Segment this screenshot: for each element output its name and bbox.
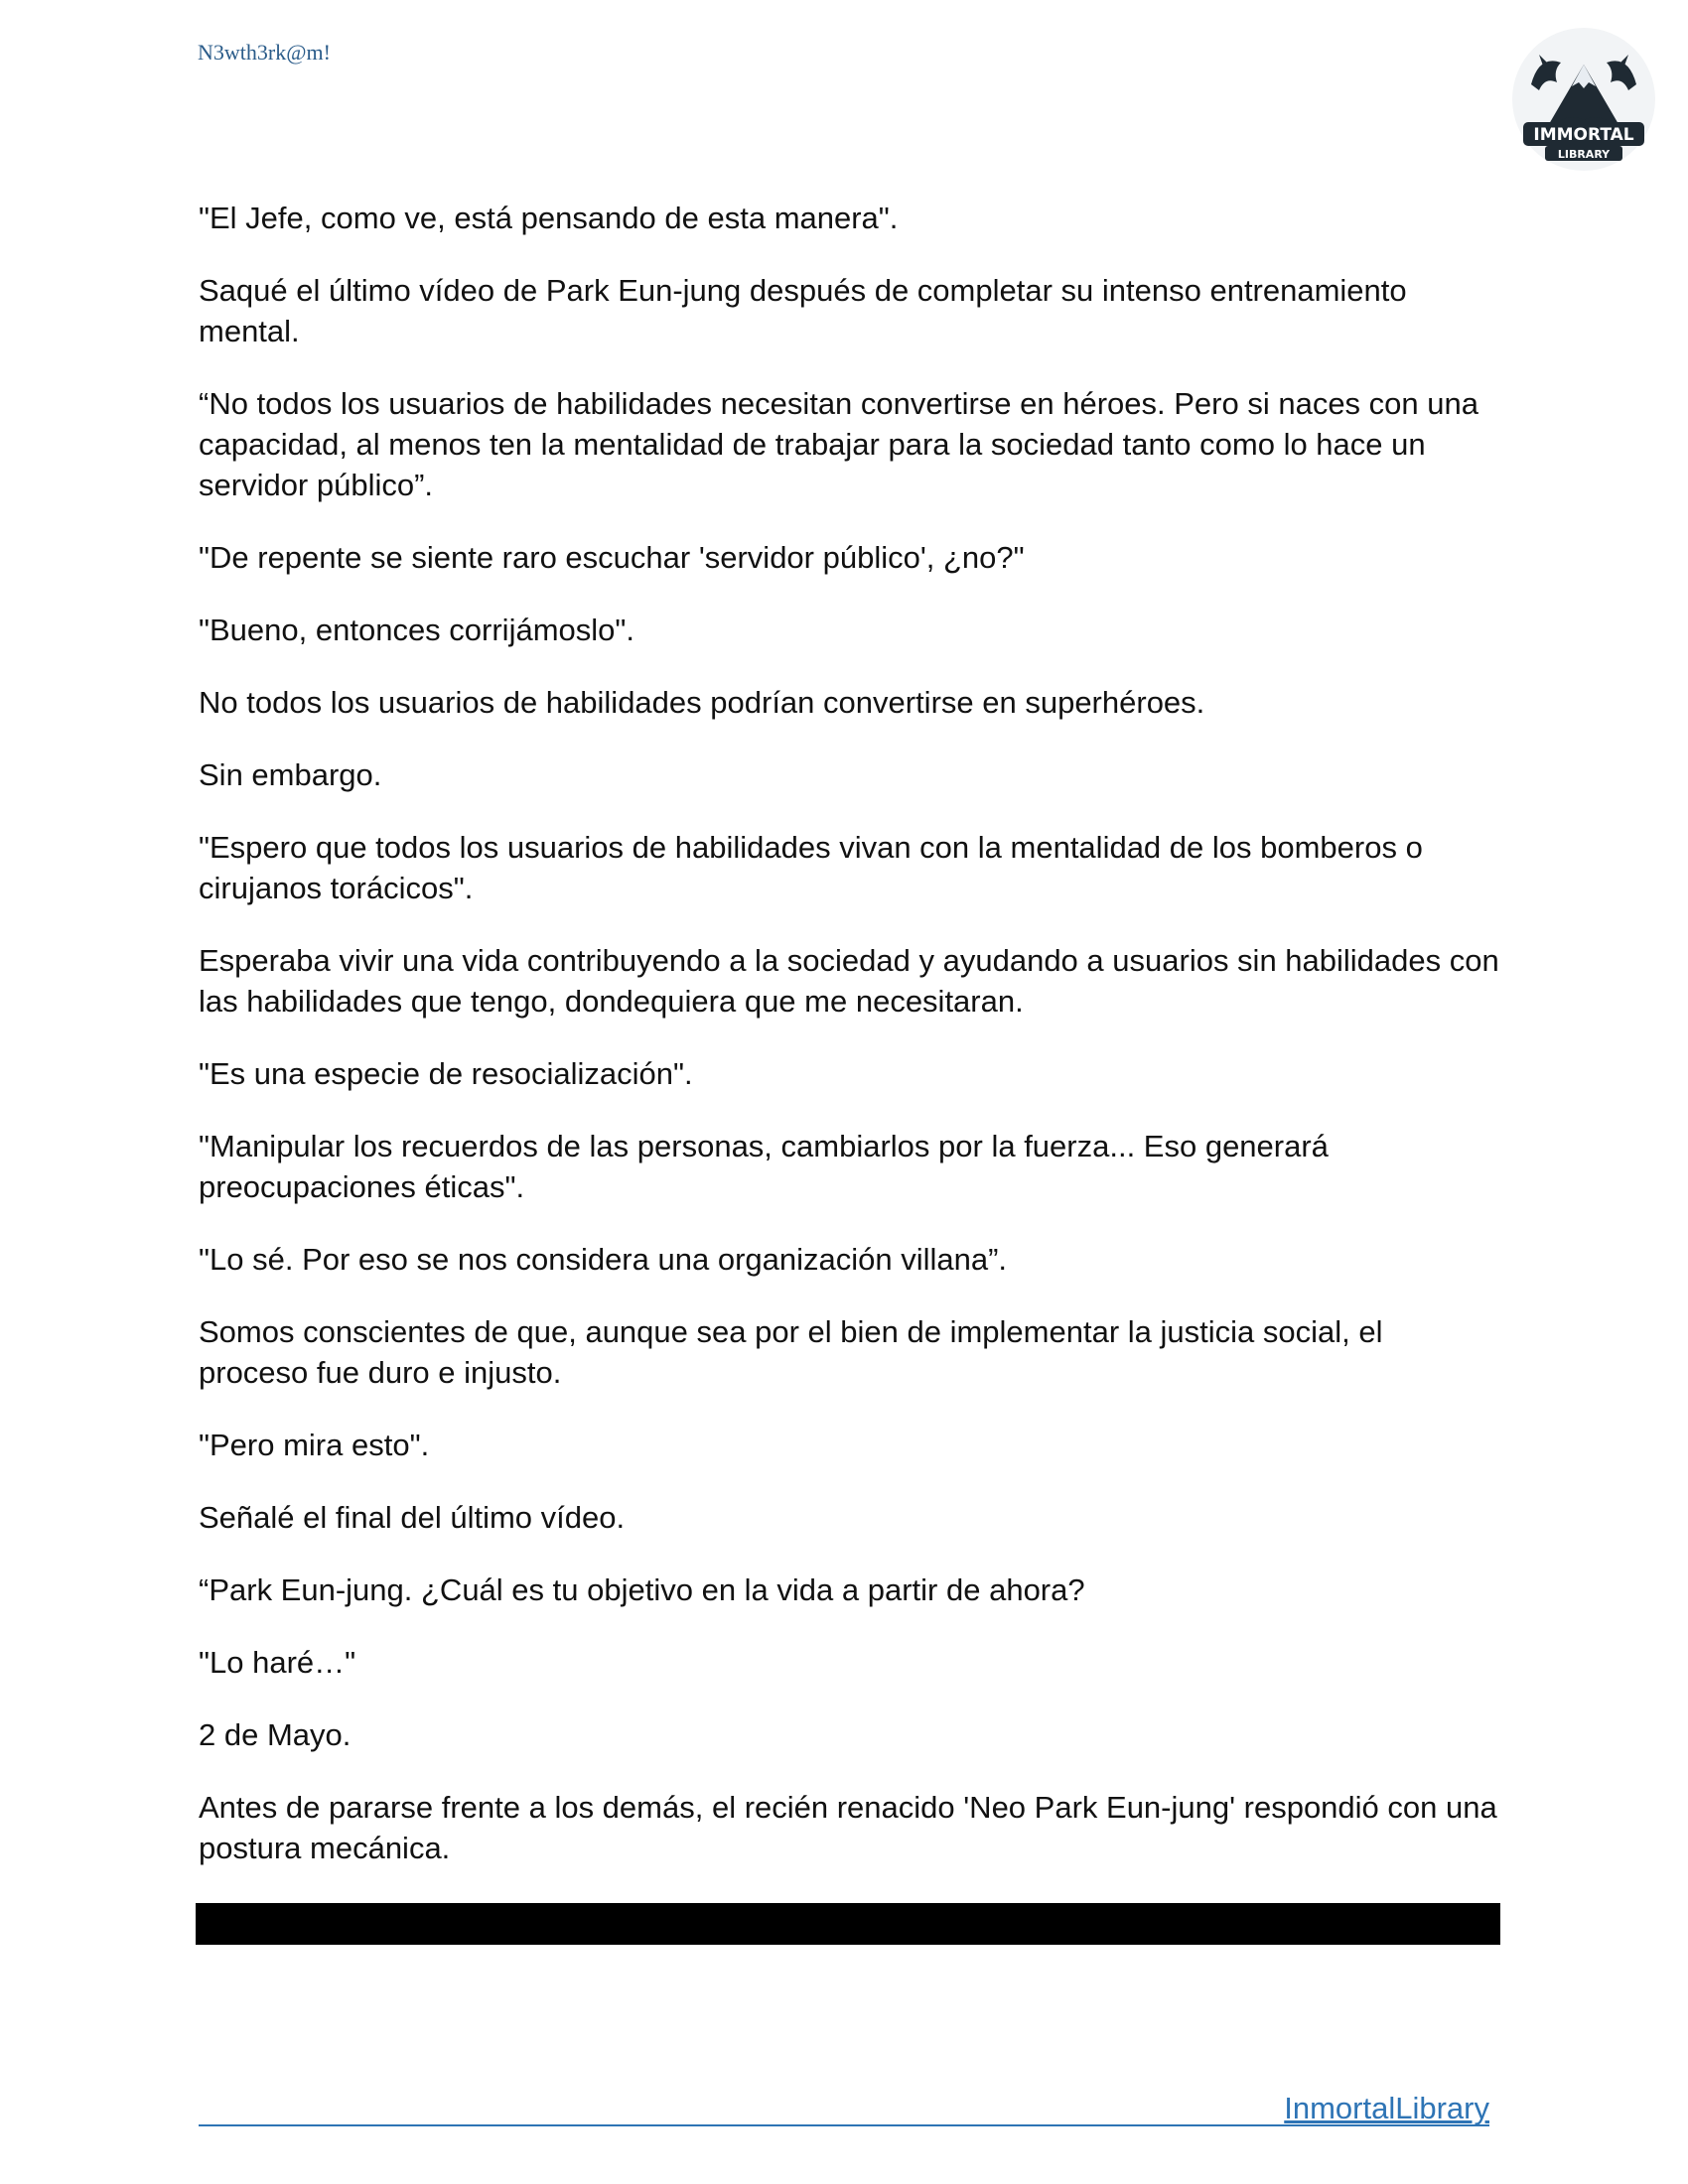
paragraph: "Es una especie de resocialización". bbox=[199, 1056, 693, 1091]
paragraph: Antes de pararse frente a los demás, el recién renacido 'Neo Park Eun-jung' respondió con una postura mecánica. bbox=[199, 1790, 1497, 1865]
paragraph: "Lo sé. Por eso se nos considera una organización villana”. bbox=[199, 1242, 1008, 1277]
immortal-library-logo-icon bbox=[1509, 25, 1658, 174]
paragraph: Sin embargo. bbox=[199, 757, 382, 792]
paragraph: "De repente se siente raro escuchar 'servidor público', ¿no?" bbox=[199, 540, 1025, 575]
document-body bbox=[199, 198, 1499, 1900]
logo-text-line1: IMMORTAL bbox=[1533, 125, 1634, 145]
paragraph: "Espero que todos los usuarios de habilidades vivan con la mentalidad de los bomberos o cirujanos torácicos". bbox=[199, 830, 1423, 905]
paragraph: "Manipular los recuerdos de las personas, cambiarlos por la fuerza... Eso generará preocupaciones éticas". bbox=[199, 1129, 1329, 1204]
paragraph: Esperaba vivir una vida contribuyendo a la sociedad y ayudando a usuarios sin habilidades con las habilidades que tengo, dondequiera que me necesitaran. bbox=[199, 943, 1499, 1019]
paragraph: "Bueno, entonces corrijámoslo". bbox=[199, 613, 635, 647]
paragraph: 2 de Mayo. bbox=[199, 1717, 352, 1752]
footer bbox=[199, 2093, 1489, 2126]
paragraph: No todos los usuarios de habilidades podrían convertirse en superhéroes. bbox=[199, 685, 1205, 720]
logo-text-line2: LIBRARY bbox=[1557, 148, 1611, 161]
paragraph: “Park Eun-jung. ¿Cuál es tu objetivo en la vida a partir de ahora? bbox=[199, 1572, 1085, 1607]
paragraph: “No todos los usuarios de habilidades necesitan convertirse en héroes. Pero si naces con una capacidad, al menos ten la mentalidad de trabajar para la sociedad tanto como lo hace un servidor público”. bbox=[199, 386, 1478, 502]
paragraph: "El Jefe, como ve, está pensando de esta manera". bbox=[199, 201, 899, 235]
paragraph: Saqué el último vídeo de Park Eun-jung después de completar su intenso entrenamiento mental. bbox=[199, 273, 1407, 348]
paragraph: Somos conscientes de que, aunque sea por el bien de implementar la justicia social, el proceso fue duro e injusto. bbox=[199, 1314, 1383, 1390]
paragraph: "Pero mira esto". bbox=[199, 1428, 430, 1462]
footer-link[interactable]: InmortalLibrary bbox=[1284, 2091, 1489, 2125]
paragraph: "Lo haré…" bbox=[199, 1645, 356, 1680]
redaction-bar bbox=[196, 1903, 1500, 1945]
watermark-text: N3wth3rk@m! bbox=[198, 40, 331, 65]
paragraph: Señalé el final del último vídeo. bbox=[199, 1500, 626, 1535]
